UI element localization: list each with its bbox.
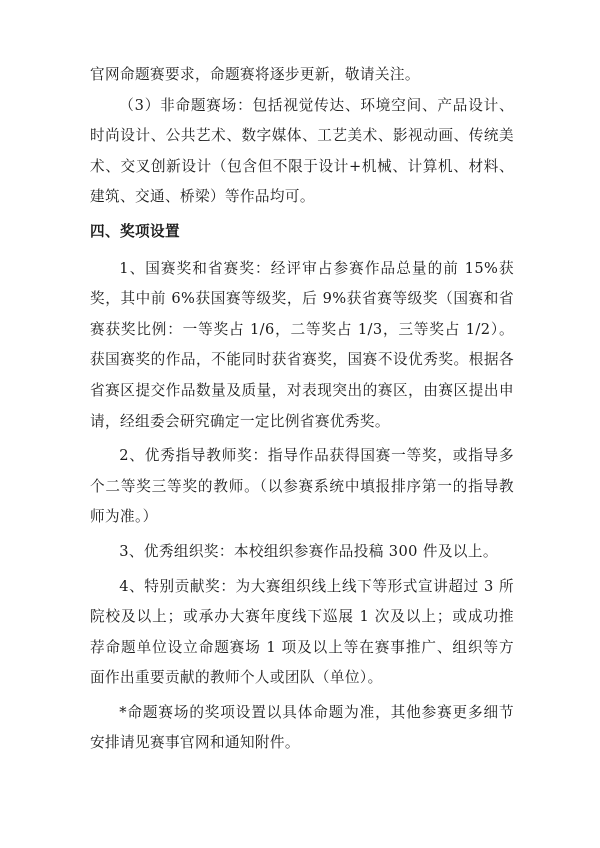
paragraph-special-contribution-award: 4、特别贡献奖：为大赛组织线上线下等形式宣讲超过 3 所院校及以上；或承办大赛年度线下巡展 1 次及以上；或成功推荐命题单位设立命题赛场 1 项及以上等在赛事推广、组织等方面作出重要贡献的教师个人或团队（单位）。 [90,577,514,687]
paragraph-excellent-teacher-award: 2、优秀指导教师奖：指导作品获得国赛一等奖，或指导多个二等奖三等奖的教师。（以参赛系统中填报排序第一的指导教师为准。） [90,447,514,526]
section-heading-awards: 四、奖项设置 [90,222,180,240]
paragraph-national-provincial-award: 1、国赛奖和省赛奖：经评审占参赛作品总量的前 15%获奖，其中前 6%获国赛等级奖，后 9%获省赛等级奖（国赛和省赛获奖比例：一等奖占 1/6，二等奖占 1/3，三等奖占 1/2）。获国赛奖的作品，不能同时获省赛奖，国赛不设优秀奖。根据各省赛区提交作品数量及质量，对表现突出的赛区，由赛区提出申请，经组委会研究确定一定比例省赛优秀奖。 [90,259,514,430]
paragraph-organization-award: 3、优秀组织奖：本校组织参赛作品投稿 300 件及以上。 [119,542,498,560]
paragraph-non-proposition-track: （3）非命题赛场：包括视觉传达、环境空间、产品设计、时尚设计、公共艺术、数字媒体、工艺美术、影视动画、传统美术、交叉创新设计（包含但不限于设计+机械、计算机、材料、建筑、交通、桥梁）等作品均可。 [90,96,514,206]
paragraph-continuation: 官网命题赛要求，命题赛将逐步更新，敬请关注。 [90,66,420,83]
document-page [90,60,514,763]
paragraph-note: *命题赛场的奖项设置以具体命题为准，其他参赛更多细节安排请见赛事官网和通知附件。 [90,703,514,752]
